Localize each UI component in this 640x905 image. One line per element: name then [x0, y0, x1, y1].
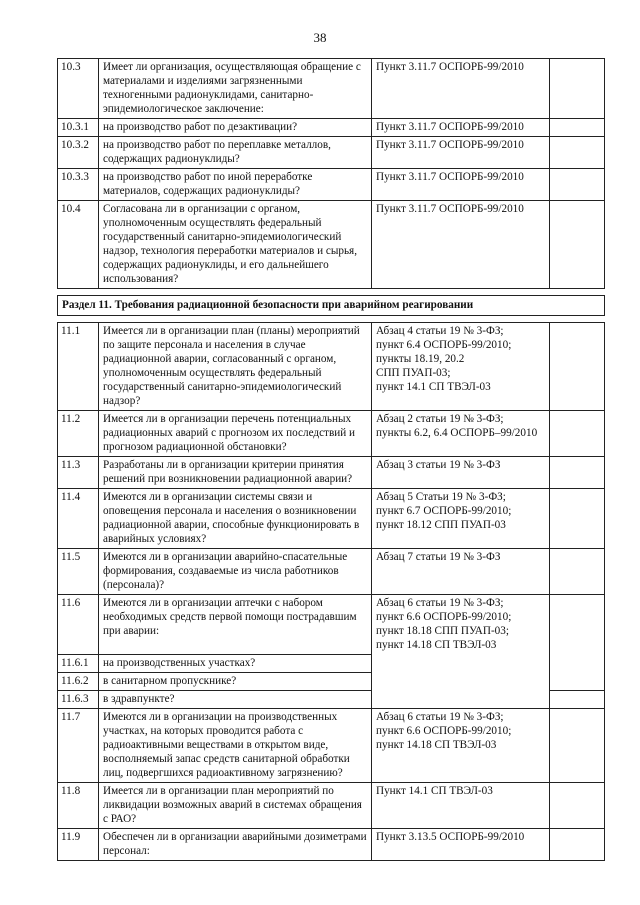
item-number: 11.3	[58, 457, 99, 489]
answer-cell	[550, 709, 605, 783]
table-row	[58, 655, 605, 673]
item-number: 11.5	[58, 549, 99, 595]
reference-text: Пункт 3.11.7 ОСПОРБ-99/2010	[372, 59, 550, 119]
question-text: в санитарном пропускнике?	[99, 673, 372, 691]
question-text: Имеет ли организация, осуществляющая обращение с материалами и изделиями загрязненными техногенными радионуклидами, санитарно-эпидемиологическое заключение:	[99, 59, 372, 119]
answer-cell	[550, 457, 605, 489]
question-text: Имеется ли в организации план мероприятий по ликвидации возможных аварий в системах обращения с РАО?	[99, 783, 372, 829]
section-header-row	[58, 296, 605, 316]
answer-cell	[550, 201, 605, 289]
item-number: 11.8	[58, 783, 99, 829]
item-number: 10.3	[58, 59, 99, 119]
reference-text: Абзац 6 статьи 19 № 3-ФЗ; пункт 6.6 ОСПОРБ-99/2010; пункт 18.18 СПП ПУАП-03; пункт 14.18 СП ТВЭЛ-03	[372, 595, 550, 655]
page-number: 38	[313, 30, 327, 45]
table-row	[58, 59, 605, 119]
question-text: Имеется ли в организации перечень потенциальных радиационных аварий с прогнозом их последствий и прогнозом радиационной обстановки?	[99, 411, 372, 457]
reference-text: Абзац 7 статьи 19 № 3-ФЗ	[372, 549, 550, 595]
reference-text: Абзац 4 статьи 19 № 3-ФЗ; пункт 6.4 ОСПОРБ-99/2010; пункты 18.19, 20.2 СПП ПУАП-03; пункт 14.1 СП ТВЭЛ-03	[372, 323, 550, 411]
answer-cell	[550, 411, 605, 457]
reference-text: Абзац 5 Статьи 19 № 3-ФЗ; пункт 6.7 ОСПОРБ-99/2010; пункт 18.12 СПП ПУАП-03	[372, 489, 550, 549]
reference-text: Пункт 3.11.7 ОСПОРБ-99/2010	[372, 137, 550, 169]
table-row	[58, 673, 605, 691]
table-row	[58, 411, 605, 457]
question-text: Имеется ли в организации план (планы) мероприятий по защите персонала и населения в случае радиационной аварии, согласованный с органом, уполномоченным осуществлять федеральный государственный санитарно-эпидемиологический надзор?	[99, 323, 372, 411]
item-number: 11.6.1	[58, 655, 99, 673]
answer-cell	[550, 673, 605, 691]
section-spacer	[58, 289, 605, 296]
item-number: 10.3.3	[58, 169, 99, 201]
answer-cell	[550, 783, 605, 829]
answer-cell	[550, 137, 605, 169]
table-row	[58, 549, 605, 595]
table-row	[58, 201, 605, 289]
table-row	[58, 709, 605, 783]
question-text: в здравпункте?	[99, 691, 372, 709]
answer-cell	[550, 119, 605, 137]
answer-cell	[550, 59, 605, 119]
reference-text: Пункт 14.1 СП ТВЭЛ-03	[372, 783, 550, 829]
table-row	[58, 323, 605, 411]
item-number: 11.7	[58, 709, 99, 783]
section-title: Раздел 11. Требования радиационной безопасности при аварийном реагировании	[58, 296, 605, 316]
reference-text	[372, 673, 550, 691]
table-row	[58, 829, 605, 861]
checklist-table	[57, 58, 605, 861]
table-row	[58, 169, 605, 201]
question-text: Имеются ли в организации аптечки с набором необходимых средств первой помощи пострадавшим при аварии:	[99, 595, 372, 655]
item-number: 11.2	[58, 411, 99, 457]
answer-cell	[550, 691, 605, 709]
item-number: 11.6	[58, 595, 99, 655]
table-row	[58, 783, 605, 829]
item-number: 11.1	[58, 323, 99, 411]
answer-cell	[550, 323, 605, 411]
question-text: Имеются ли в организации системы связи и оповещения персонала и населения о возникновении радиационной аварии, способные функционировать в аварийных условиях?	[99, 489, 372, 549]
answer-cell	[550, 595, 605, 655]
question-text: Разработаны ли в организации критерии принятия решений при возникновении радиационной аварии?	[99, 457, 372, 489]
table-row	[58, 457, 605, 489]
question-text: на производство работ по дезактивации?	[99, 119, 372, 137]
reference-text: Пункт 3.13.5 ОСПОРБ-99/2010	[372, 829, 550, 861]
answer-cell	[550, 549, 605, 595]
table-row	[58, 595, 605, 655]
answer-cell	[550, 489, 605, 549]
section-spacer	[58, 316, 605, 323]
answer-cell	[550, 655, 605, 673]
reference-text: Пункт 3.11.7 ОСПОРБ-99/2010	[372, 201, 550, 289]
reference-text: Пункт 3.11.7 ОСПОРБ-99/2010	[372, 119, 550, 137]
item-number: 11.4	[58, 489, 99, 549]
item-number: 11.6.2	[58, 673, 99, 691]
question-text: Имеются ли в организации аварийно-спасательные формирования, создаваемые из числа работников (персонала)?	[99, 549, 372, 595]
item-number: 10.3.1	[58, 119, 99, 137]
item-number: 11.9	[58, 829, 99, 861]
table-row	[58, 119, 605, 137]
question-text: Имеются ли в организации на производственных участках, на которых проводится работа с радиоактивными веществами в открытом виде, восполняемый запас средств санитарной обработки лиц, подвергшихся радиоактивному загрязнению?	[99, 709, 372, 783]
reference-text: Абзац 2 статьи 19 № 3-ФЗ; пункты 6.2, 6.4 ОСПОРБ–99/2010	[372, 411, 550, 457]
question-text: на производство работ по переплавке металлов, содержащих радионуклиды?	[99, 137, 372, 169]
item-number: 11.6.3	[58, 691, 99, 709]
reference-text: Пункт 3.11.7 ОСПОРБ-99/2010	[372, 169, 550, 201]
question-text: на производственных участках?	[99, 655, 372, 673]
reference-text: Абзац 3 статьи 19 № 3-ФЗ	[372, 457, 550, 489]
reference-text	[372, 691, 550, 709]
reference-text	[372, 655, 550, 673]
reference-text: Абзац 6 статьи 19 № 3-ФЗ; пункт 6.6 ОСПОРБ-99/2010; пункт 14.18 СП ТВЭЛ-03	[372, 709, 550, 783]
question-text: на производство работ по иной переработке материалов, содержащих радионуклиды?	[99, 169, 372, 201]
table-row	[58, 489, 605, 549]
question-text: Согласована ли в организации с органом, уполномоченным осуществлять федеральный государственный санитарно-эпидемиологический надзор, технология переработки материалов и сырья, содержащих радионуклиды, и его дальнейшего использования?	[99, 201, 372, 289]
table-row	[58, 137, 605, 169]
table-row	[58, 691, 605, 709]
answer-cell	[550, 829, 605, 861]
question-text: Обеспечен ли в организации аварийными дозиметрами персонал:	[99, 829, 372, 861]
item-number: 10.3.2	[58, 137, 99, 169]
item-number: 10.4	[58, 201, 99, 289]
answer-cell	[550, 169, 605, 201]
